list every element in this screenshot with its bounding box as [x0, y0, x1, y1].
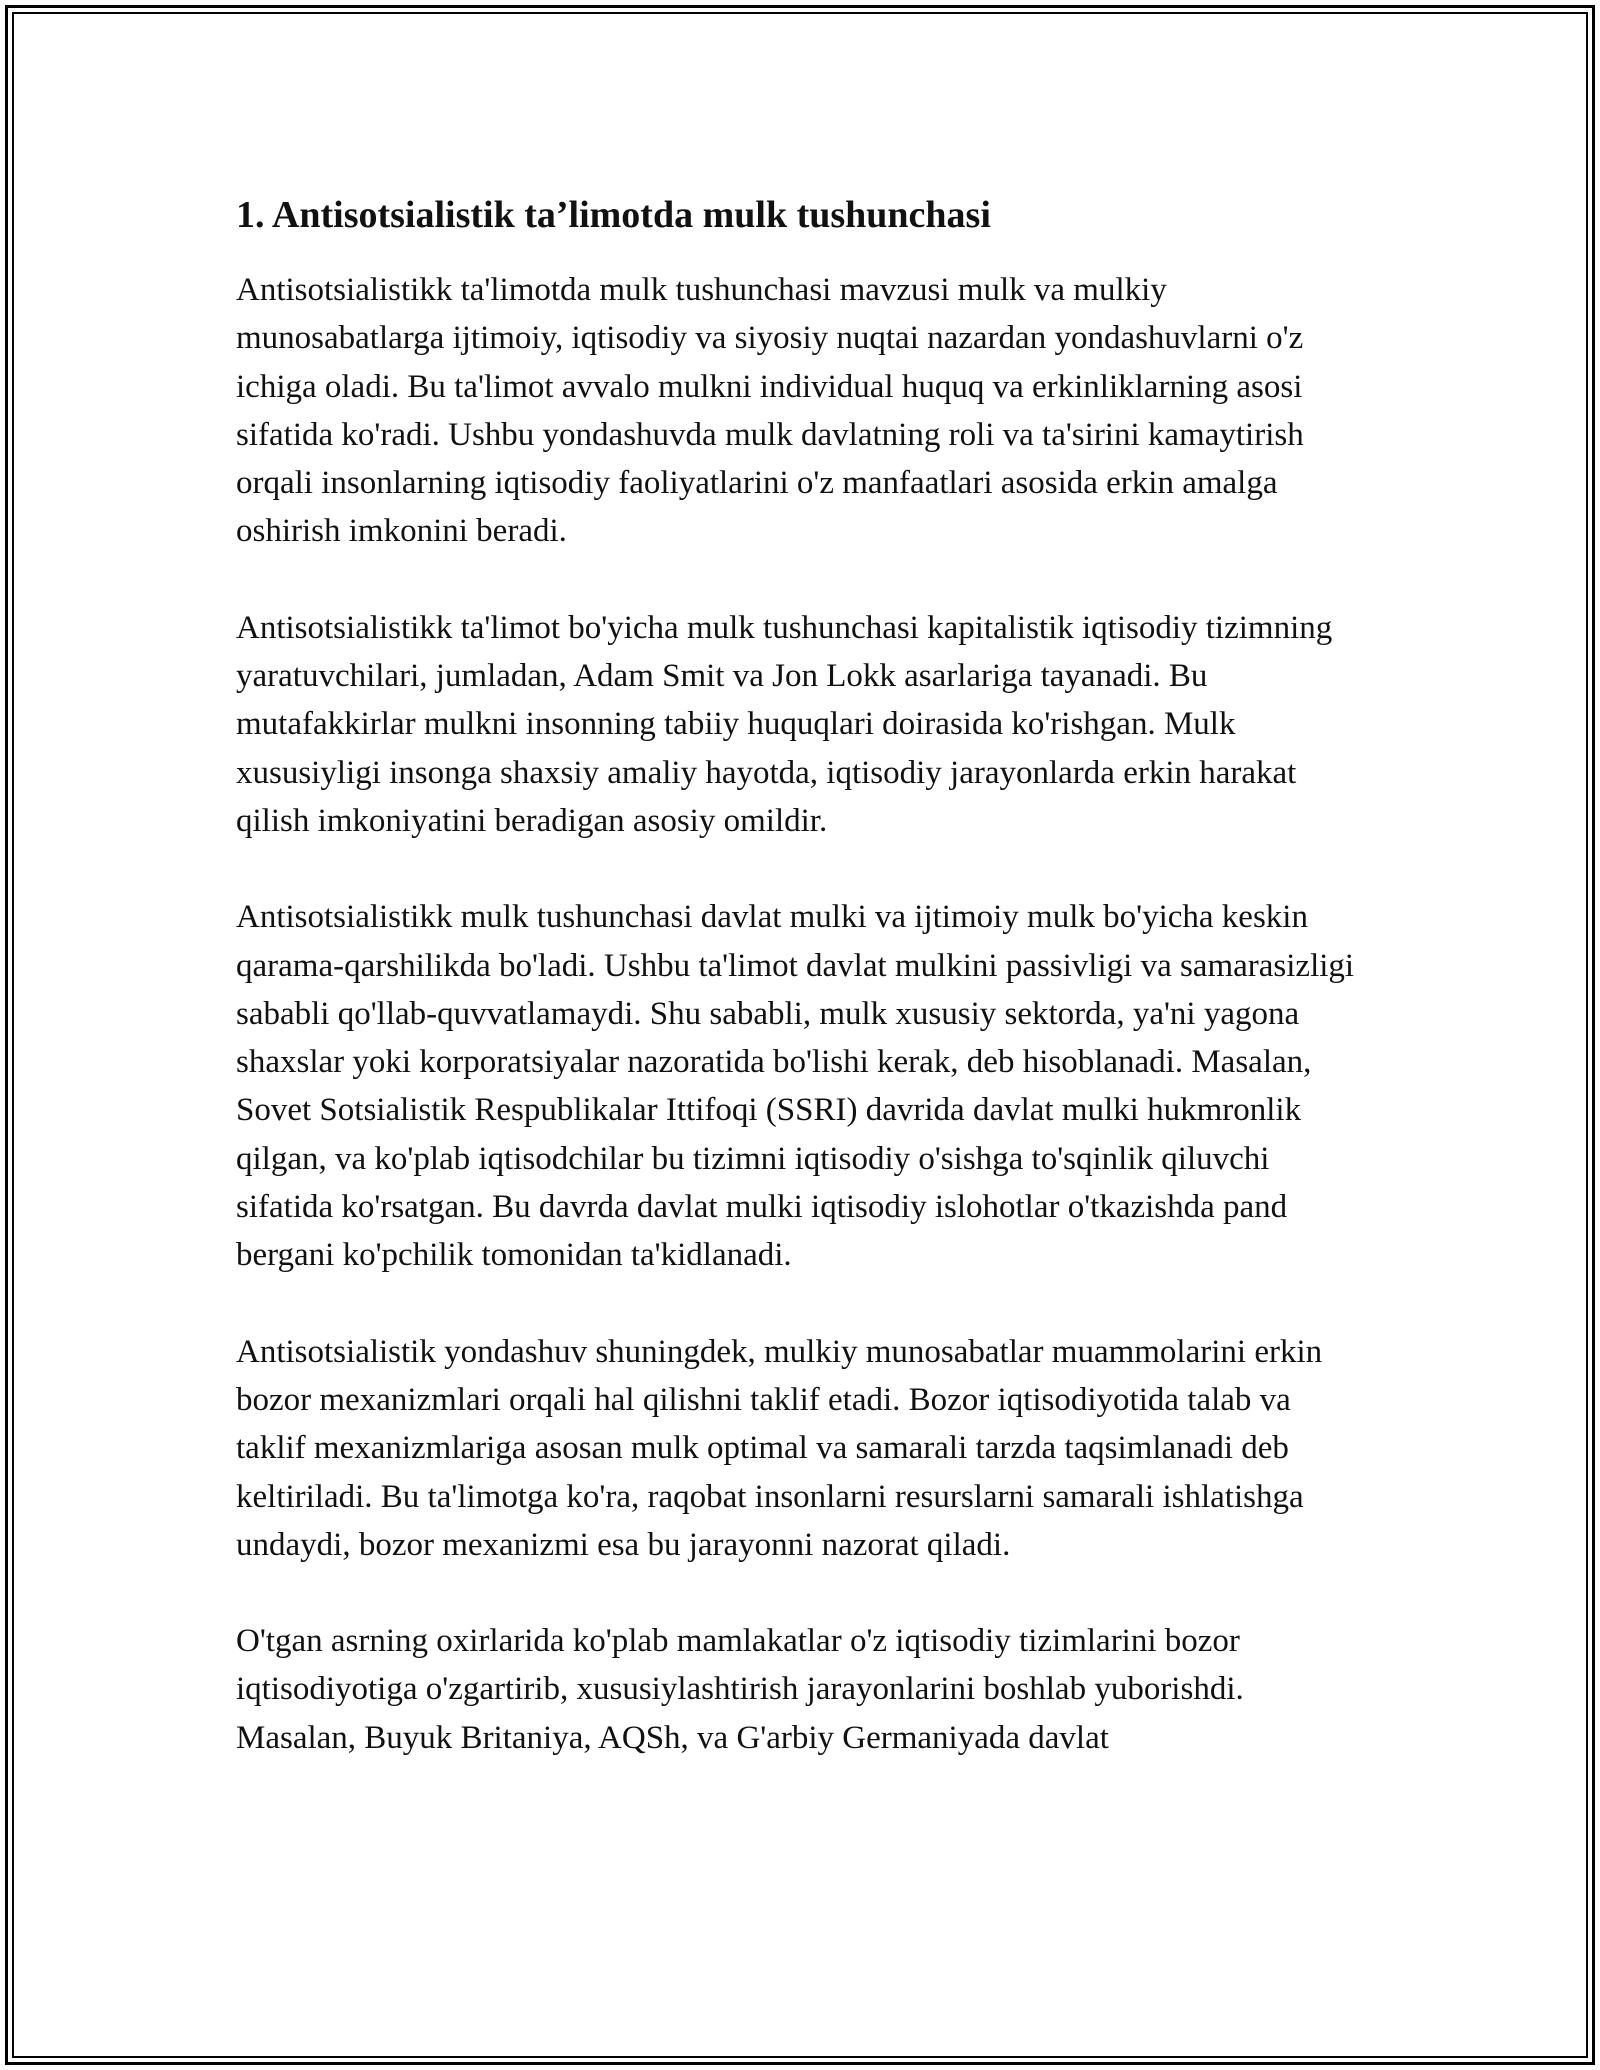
paragraph-2: Antisotsialistikk ta'limot bo'yicha mulk tushunchasi kapitalistik iqtisodiy tizimning yaratuvchilari, jumladan, Adam Smit va Jon Lokk asarlariga tayanadi. Bu mutafakkirlar mulkni insonning tabiiy huquqlari doirasida ko'rishgan. Mulk xususiyligi insonga shaxsiy amaliy hayotda, iqtisodiy jarayonlarda erkin harakat qilish imkoniyatini beradigan asosiy omildir.: [236, 609, 1333, 839]
paragraph-5: O'tgan asrning oxirlarida ko'plab mamlakatlar o'z iqtisodiy tizimlarini bozor iqtisodiyotiga o'zgartirib, xususiylashtirish jarayonlarini boshlab yuborishdi. Masalan, Buyuk Britaniya, AQSh, va G'arbiy Germaniyada davlat: [236, 1623, 1244, 1756]
paragraph-3: Antisotsialistikk mulk tushunchasi davlat mulki va ijtimoiy mulk bo'yicha keskin qarama-qarshilikda bo'ladi. Ushbu ta'limot davlat mulkini passivligi va samarasizligi sababli qo'llab-quvvatlamaydi. Shu sababli, mulk xususiy sektorda, ya'ni yagona shaxslar yoki korporatsiyalar nazoratida bo'lishi kerak, deb hisoblanadi. Masalan, Sovet Sotsialistik Respublikalar Ittifoqi (SSRI) davrida davlat mulki hukmronlik qilgan, va ko'plab iqtisodchilar bu tizimni iqtisodiy o'sishga to'sqinlik qiluvchi sifatida ko'rsatgan. Bu davrda davlat mulki iqtisodiy islohotlar o'tkazishda pand bergani ko'pchilik tomonidan ta'kidlanadi.: [236, 899, 1355, 1274]
paragraph-1: Antisotsialistikk ta'limotda mulk tushunchasi mavzusi mulk va mulkiy munosabatlarga ijtimoiy, iqtisodiy va siyosiy nuqtai nazardan yondashuvlarni o'z ichiga oladi. Bu ta'limot avvalo mulkni individual huquq va erkinliklarning asosi sifatida ko'radi. Ushbu yondashuvda mulk davlatning roli va ta'sirini kamaytirish orqali insonlarning iqtisodiy faoliyatlarini o'z manfaatlari asosida erkin amalga oshirish imkonini beradi.: [236, 272, 1304, 550]
section-heading: 1. Antisotsialistik ta’limotda mulk tushunchasi: [236, 194, 991, 236]
paragraph-4: Antisotsialistik yondashuv shuningdek, mulkiy munosabatlar muammolarini erkin bozor mexanizmlari orqali hal qilishni taklif etadi. Bozor iqtisodiyotida talab va taklif mexanizmlariga asosan mulk optimal va samarali tarzda taqsimlanadi deb keltiriladi. Bu ta'limotga ko'ra, raqobat insonlarni resurslarni samarali ishlatishga undaydi, bozor mexanizmi esa bu jarayonni nazorat qiladi.: [236, 1333, 1323, 1563]
document-body: [236, 190, 1366, 1762]
